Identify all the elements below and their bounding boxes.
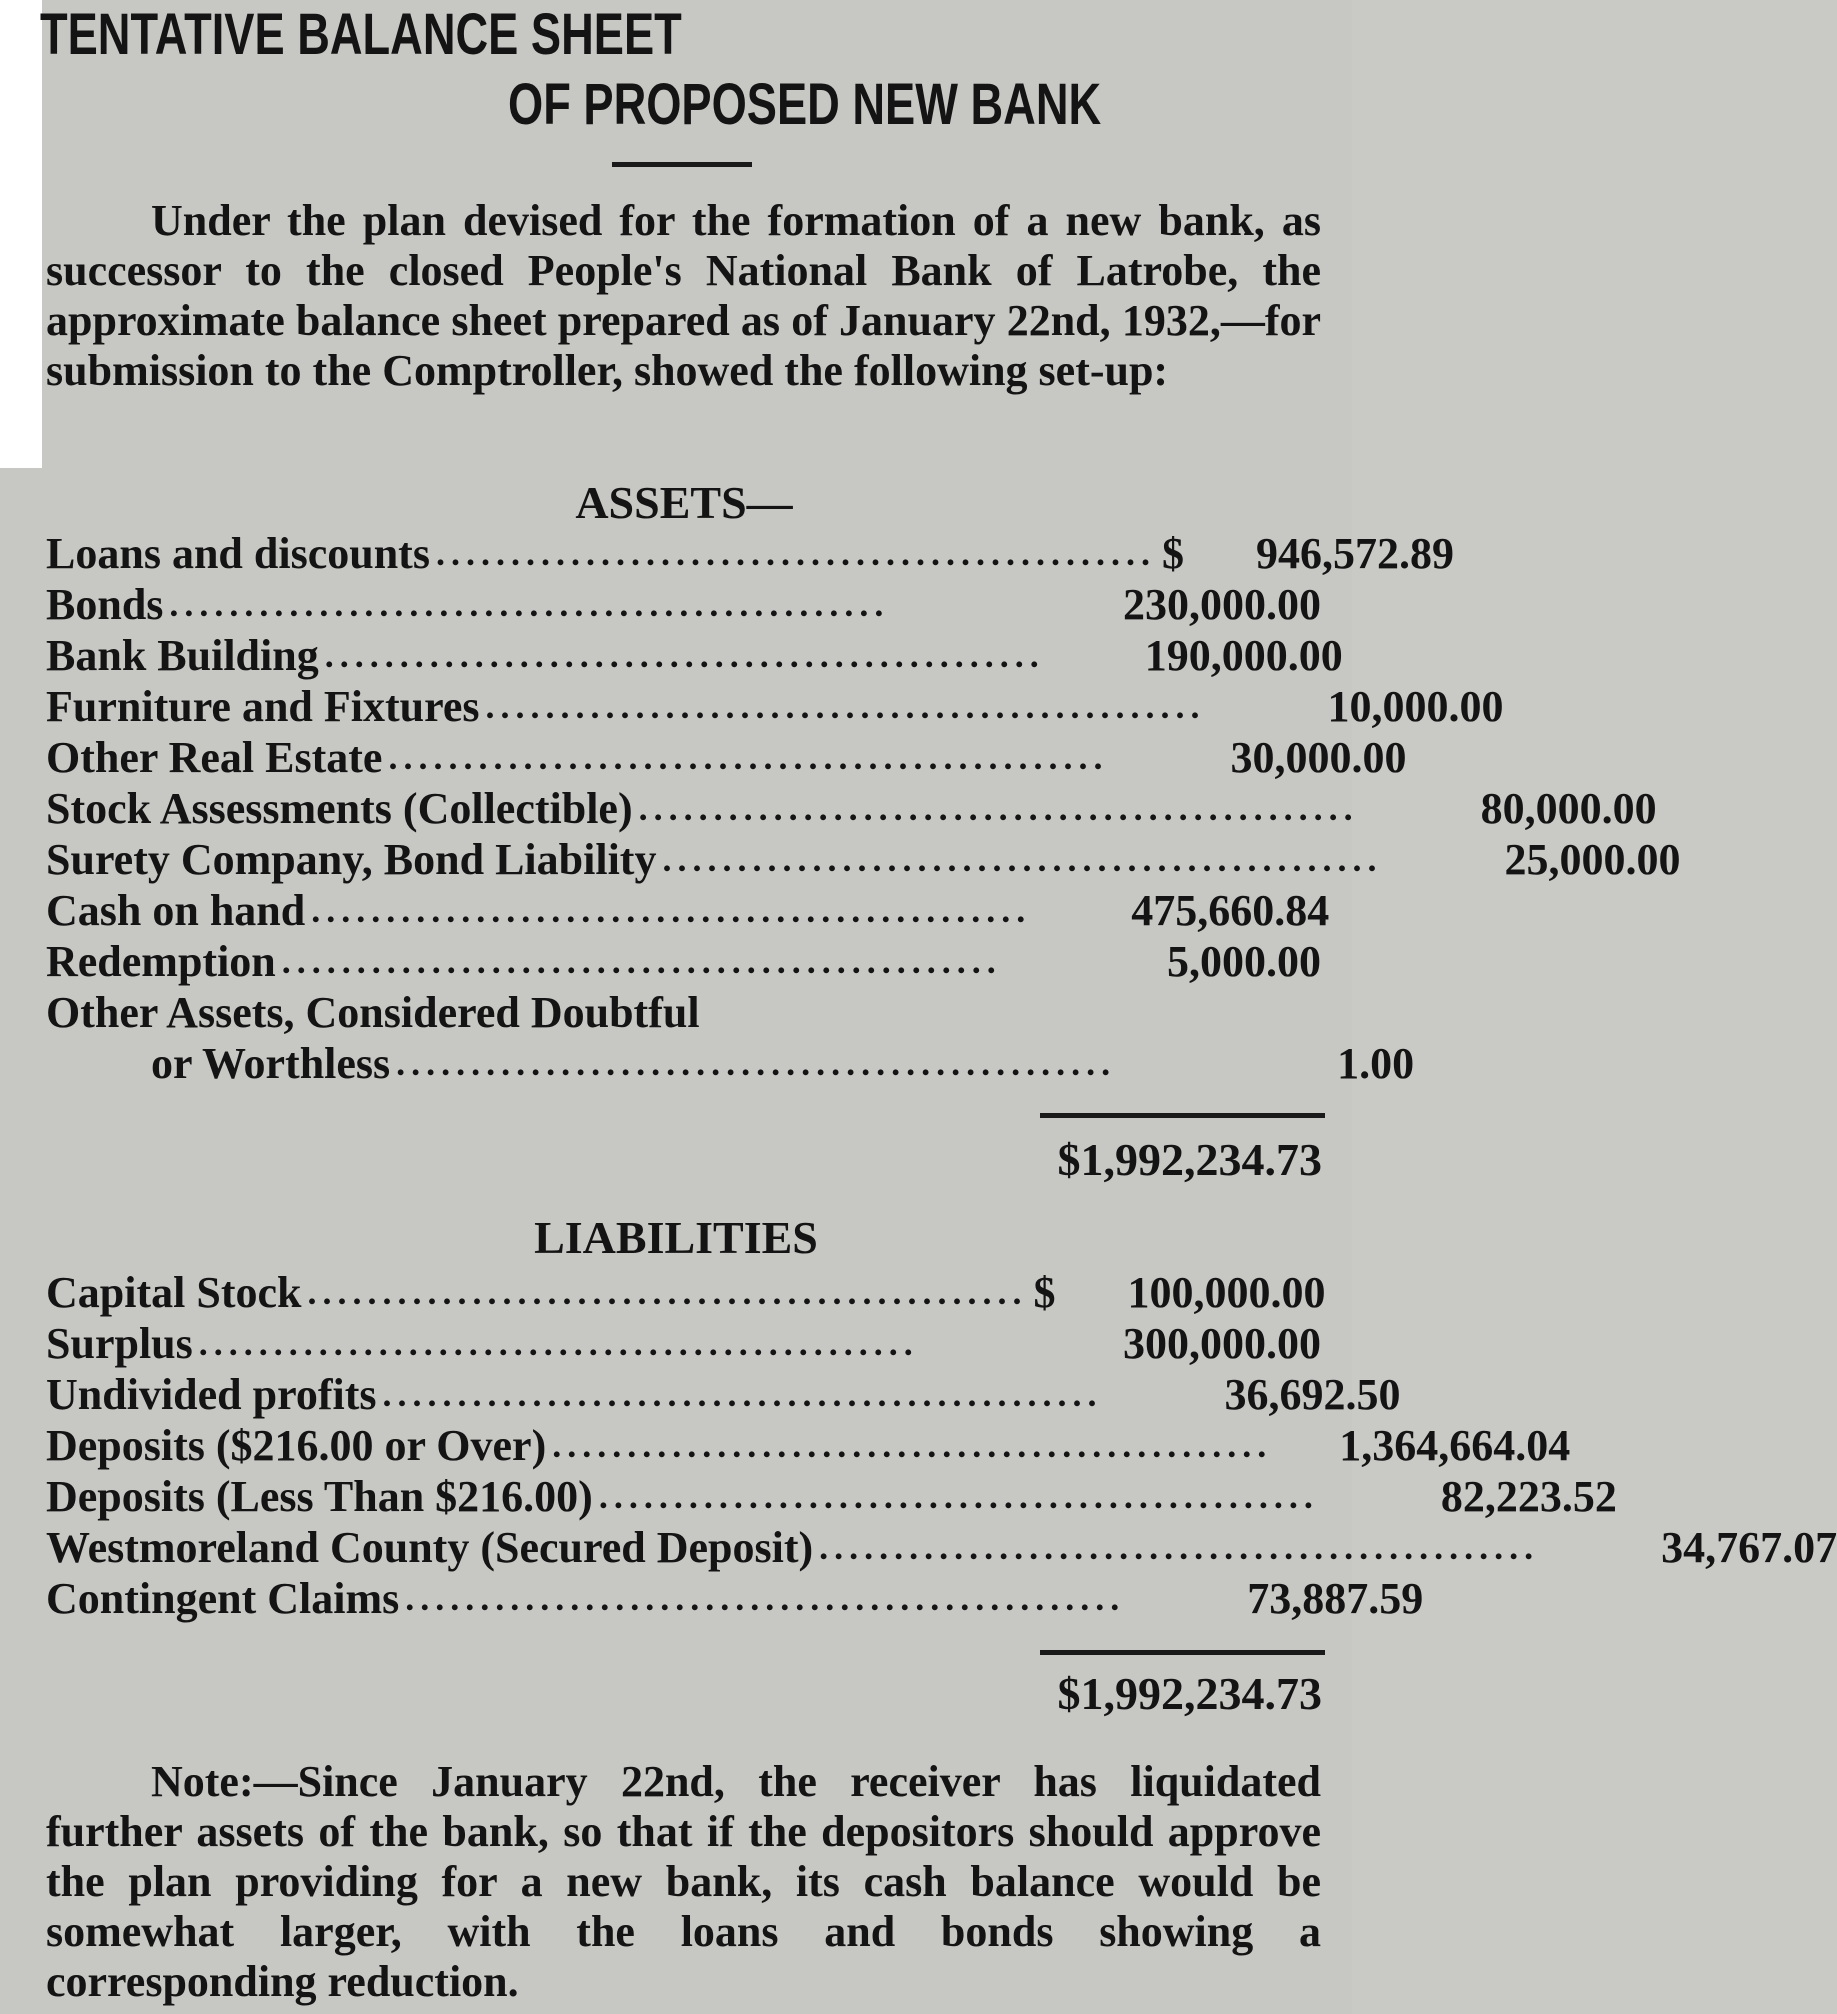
liability-row: [46, 1471, 1617, 1522]
liability-label: Undivided profits: [46, 1370, 377, 1419]
asset-amount: 80,000.00: [1480, 784, 1657, 833]
liability-row: [46, 1369, 1401, 1420]
leader-dots: ................................................: [405, 1578, 1126, 1618]
asset-amount: 30,000.00: [1230, 733, 1407, 782]
leader-dots: ................................................: [552, 1425, 1273, 1465]
asset-label: Surety Company, Bond Liability: [46, 835, 657, 884]
asset-row-other-line-2: [46, 1038, 1415, 1089]
asset-label: Cash on hand: [46, 886, 306, 935]
leader-dots: ................................................: [638, 788, 1359, 828]
liability-row: [46, 1522, 1837, 1573]
leader-dots: ................................................: [382, 1374, 1103, 1414]
dollar-sign: $: [1033, 1268, 1056, 1317]
intro-paragraph: Under the plan devised for the formation of a new bank, as successor to the closed People's National Bank of Latrobe, the approximate balance sheet prepared as of January 22nd, 1932,—for submission to the Comptroller, showed the following set-up:: [46, 196, 1321, 395]
asset-amount: 5,000.00: [1167, 937, 1321, 986]
assets-total-rule: [1040, 1113, 1325, 1118]
leader-dots: ................................................: [311, 890, 1032, 930]
assets-total: $1,992,234.73: [1057, 1134, 1322, 1185]
liability-amount: 1,364,664.04: [1339, 1421, 1571, 1470]
liability-amount: 82,223.52: [1440, 1472, 1617, 1521]
asset-row: [46, 681, 1504, 732]
asset-label: Other Assets, Considered Doubtful: [46, 988, 700, 1037]
leader-dots: ................................................: [396, 1043, 1117, 1083]
asset-row: [46, 936, 1321, 987]
headline-line-1: TENTATIVE BALANCE SHEET: [40, 2, 682, 67]
asset-row: [46, 885, 1330, 936]
liabilities-total: $1,992,234.73: [1057, 1668, 1322, 1719]
leader-dots: ................................................: [307, 1272, 1028, 1312]
asset-label: Stock Assessments (Collectible): [46, 784, 633, 833]
leader-dots: ................................................: [388, 737, 1109, 777]
leader-dots: ................................................: [598, 1476, 1319, 1516]
leader-dots: ................................................: [324, 635, 1045, 675]
liability-amount: 100,000.00: [1127, 1268, 1326, 1317]
liability-row: [46, 1318, 1321, 1369]
asset-row: [46, 783, 1657, 834]
asset-amount: 946,572.89: [1255, 529, 1454, 578]
asset-row-other-line-1: [46, 987, 1321, 1038]
scan-margin: [0, 0, 42, 468]
headline-divider: [612, 162, 752, 167]
leader-dots: ................................................: [281, 941, 1002, 981]
asset-row: [46, 630, 1343, 681]
asset-label: Loans and discounts: [46, 529, 430, 578]
asset-amount: 230,000.00: [1123, 580, 1321, 629]
liability-row: [46, 1420, 1571, 1471]
liability-amount: 300,000.00: [1123, 1319, 1321, 1368]
headline-line-2: OF PROPOSED NEW BANK: [507, 72, 1102, 137]
asset-amount: 475,660.84: [1131, 886, 1330, 935]
liability-label: Contingent Claims: [46, 1574, 400, 1623]
liabilities-heading: LIABILITIES: [534, 1212, 818, 1263]
liability-row: [46, 1573, 1424, 1624]
asset-amount: 25,000.00: [1504, 835, 1681, 884]
liability-label: Westmoreland County (Secured Deposit): [46, 1523, 814, 1572]
leader-dots: ................................................: [485, 686, 1206, 726]
liability-amount: 36,692.50: [1224, 1370, 1401, 1419]
leader-dots: ................................................: [198, 1323, 919, 1363]
asset-label: Bonds: [46, 580, 164, 629]
headline: [40, 0, 1102, 140]
asset-label: or Worthless: [151, 1039, 391, 1088]
asset-amount: 10,000.00: [1327, 682, 1504, 731]
liability-amount: 34,767.07: [1661, 1523, 1837, 1572]
liability-label: Deposits ($216.00 or Over): [46, 1421, 547, 1470]
asset-label: Redemption: [46, 937, 276, 986]
asset-row: [46, 732, 1407, 783]
dollar-sign: $: [1161, 529, 1184, 578]
note-paragraph: Note:—Since January 22nd, the receiver has liquidated further assets of the bank, so that if the depositors should approve the plan providing for a new bank, its cash balance would be somewhat larger, with the loans and bonds showing a corresponding reduction.: [46, 1757, 1321, 2006]
liabilities-total-rule: [1040, 1650, 1325, 1655]
asset-row: [46, 579, 1321, 630]
liabilities-table: [46, 1267, 1837, 1624]
leader-dots: ................................................: [435, 533, 1156, 573]
asset-label: Other Real Estate: [46, 733, 383, 782]
liability-row: [46, 1267, 1326, 1318]
asset-label: Furniture and Fixtures: [46, 682, 480, 731]
liability-label: Capital Stock: [46, 1268, 302, 1317]
asset-amount: 1.00: [1337, 1039, 1415, 1088]
liability-label: Deposits (Less Than $216.00): [46, 1472, 593, 1521]
asset-row: [46, 528, 1454, 579]
leader-dots: ................................................: [819, 1527, 1540, 1567]
liability-amount: 73,887.59: [1247, 1574, 1424, 1623]
asset-row: [46, 834, 1681, 885]
asset-amount: 190,000.00: [1144, 631, 1343, 680]
leader-dots: ................................................: [169, 584, 890, 624]
leader-dots: ................................................: [662, 839, 1383, 879]
assets-heading: ASSETS—: [575, 477, 793, 528]
liability-label: Surplus: [46, 1319, 193, 1368]
asset-label: Bank Building: [46, 631, 319, 680]
assets-table: [46, 528, 1681, 1089]
